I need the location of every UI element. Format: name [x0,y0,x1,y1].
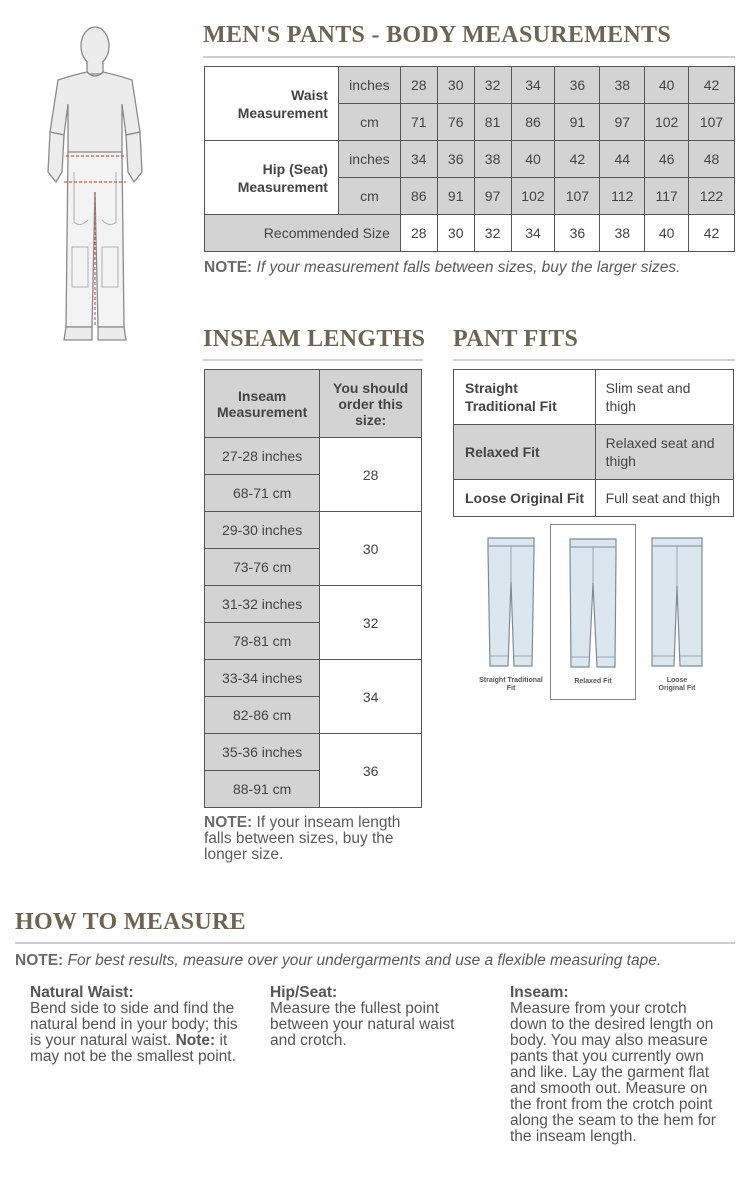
inseam-column [510,985,725,1145]
table-cell: 76 [437,104,474,141]
table-cell: 46 [645,141,689,178]
straight-fit-pants-icon [476,532,546,672]
table-cell: 48 [689,141,735,178]
inseam-inches-cell: 27-28 inches [205,438,320,475]
table-cell: 44 [600,141,645,178]
order-size-header: You should order this size: [320,370,422,438]
table-cell: 97 [474,178,511,215]
inseam-inches-cell: 29-30 inches [205,512,320,549]
inseam-note [204,815,424,863]
table-cell: 38 [600,67,645,104]
table-cell: 122 [689,178,735,215]
natural-waist-instructions: Bend side to side and find the natural bend in your body; this is your natural waist. [30,1000,238,1049]
unit-label: inches [338,141,400,178]
order-size-cell: 30 [320,512,422,586]
recommended-size-row [205,215,735,252]
inseam-text: Measure from your crotch down to the desired length on body. You may also measure pants that you currently own and like. Lay the garment flat and smooth out. Measure on the front from the crotch point along the seam to the hem for the inseam length. [510,1000,716,1145]
fit-name-cell: Relaxed Fit [454,425,596,480]
fit-image-straight [476,532,546,697]
table-cell: 107 [689,104,735,141]
title-divider [203,56,735,58]
natural-waist-heading: Natural Waist: [30,984,134,1001]
fit-name-cell: Straight Traditional Fit [454,370,596,425]
fit-image-label: Straight Traditional Fit [479,677,543,692]
table-cell: 102 [511,178,555,215]
natural-waist-note-text: it may not be the smallest point. [30,1032,236,1065]
table-cell: 34 [511,67,555,104]
table-cell: 97 [600,104,645,141]
pant-fits-table [453,369,734,517]
inseam-lengths-title: INSEAM LENGTHS [203,326,426,352]
table-cell: 102 [645,104,689,141]
inseam-header: Inseam Measurement [205,370,320,438]
table-cell: 42 [689,215,735,252]
waist-inches-row [205,67,735,104]
waist-label: Waist Measurement [205,67,339,141]
inseam-inches-cell: 35-36 inches [205,734,320,771]
table-cell: 40 [511,141,555,178]
note-text: For best results, measure over your undergarments and use a flexible measuring tape. [67,952,662,969]
relaxed-fit-pants-icon [551,533,635,673]
title-divider [15,942,735,944]
inseam-inches-cell: 31-32 inches [205,586,320,623]
table-cell: 86 [400,178,437,215]
note-label: NOTE: [15,952,64,969]
table-cell: 91 [555,104,600,141]
unit-label: cm [338,178,400,215]
table-cell: 36 [555,215,600,252]
hip-seat-column [270,985,470,1049]
fit-desc-cell: Relaxed seat and thigh [595,425,733,480]
unit-label: cm [338,104,400,141]
table-cell: 38 [474,141,511,178]
table-cell: 107 [555,178,600,215]
table-cell: 36 [437,141,474,178]
order-size-cell: 36 [320,734,422,808]
table-cell: 36 [555,67,600,104]
fit-image-relaxed[interactable] [550,524,636,700]
table-cell: 40 [645,67,689,104]
inseam-heading: Inseam: [510,984,569,1001]
body-figure-illustration [40,22,150,344]
note-text: If your measurement falls between sizes, buy the larger sizes. [256,259,681,276]
order-size-cell: 34 [320,660,422,734]
fit-image-loose [642,532,712,697]
title-divider [203,359,423,361]
fit-desc-cell: Full seat and thigh [595,480,733,517]
table-cell: 30 [437,67,474,104]
body-measurements-title: MEN'S PANTS - BODY MEASUREMENTS [203,22,672,48]
recommended-size-label: Recommended Size [205,215,401,252]
how-to-measure-title: HOW TO MEASURE [15,909,246,935]
fit-desc-cell: Slim seat and thigh [595,370,733,425]
table-cell: 81 [474,104,511,141]
body-measurements-note [204,259,680,277]
inseam-table [204,369,422,808]
table-cell: 86 [511,104,555,141]
inseam-cm-cell: 68-71 cm [205,475,320,512]
table-cell: 71 [400,104,437,141]
pant-fits-title: PANT FITS [453,326,579,352]
inseam-inches-cell: 33-34 inches [205,660,320,697]
unit-label: inches [338,67,400,104]
inseam-cm-cell: 82-86 cm [205,697,320,734]
fit-image-label: Loose Original Fit [658,677,696,692]
order-size-cell: 32 [320,586,422,660]
hip-seat-text: Measure the fullest point between your natural waist and crotch. [270,1000,455,1049]
table-cell: 32 [474,67,511,104]
fit-name-cell: Loose Original Fit [454,480,596,517]
table-cell: 112 [600,178,645,215]
table-cell: 30 [437,215,474,252]
table-cell: 32 [474,215,511,252]
note-text: If your inseam length falls between sizes, buy the longer size. [204,814,401,863]
table-cell: 40 [645,215,689,252]
hip-seat-heading: Hip/Seat: [270,984,338,1001]
hip-label: Hip (Seat) Measurement [205,141,339,215]
inseam-cm-cell: 78-81 cm [205,623,320,660]
natural-waist-column [30,985,245,1065]
table-cell: 28 [400,215,437,252]
inseam-cm-cell: 88-91 cm [205,771,320,808]
fit-image-label: Relaxed Fit [574,678,612,685]
note-label: NOTE: [204,814,253,831]
table-cell: 38 [600,215,645,252]
table-cell: 34 [511,215,555,252]
title-divider [453,359,735,361]
loose-fit-pants-icon [642,532,712,672]
order-size-cell: 28 [320,438,422,512]
table-cell: 28 [400,67,437,104]
table-cell: 42 [689,67,735,104]
natural-waist-note-label: Note: [175,1032,216,1049]
table-cell: 91 [437,178,474,215]
how-to-measure-note [15,952,661,970]
inseam-cm-cell: 73-76 cm [205,549,320,586]
table-cell: 42 [555,141,600,178]
table-cell: 117 [645,178,689,215]
natural-waist-text [30,1001,245,1065]
table-cell: 34 [400,141,437,178]
note-label: NOTE: [204,259,253,276]
body-measurements-table [204,66,735,252]
hip-inches-row [205,141,735,178]
